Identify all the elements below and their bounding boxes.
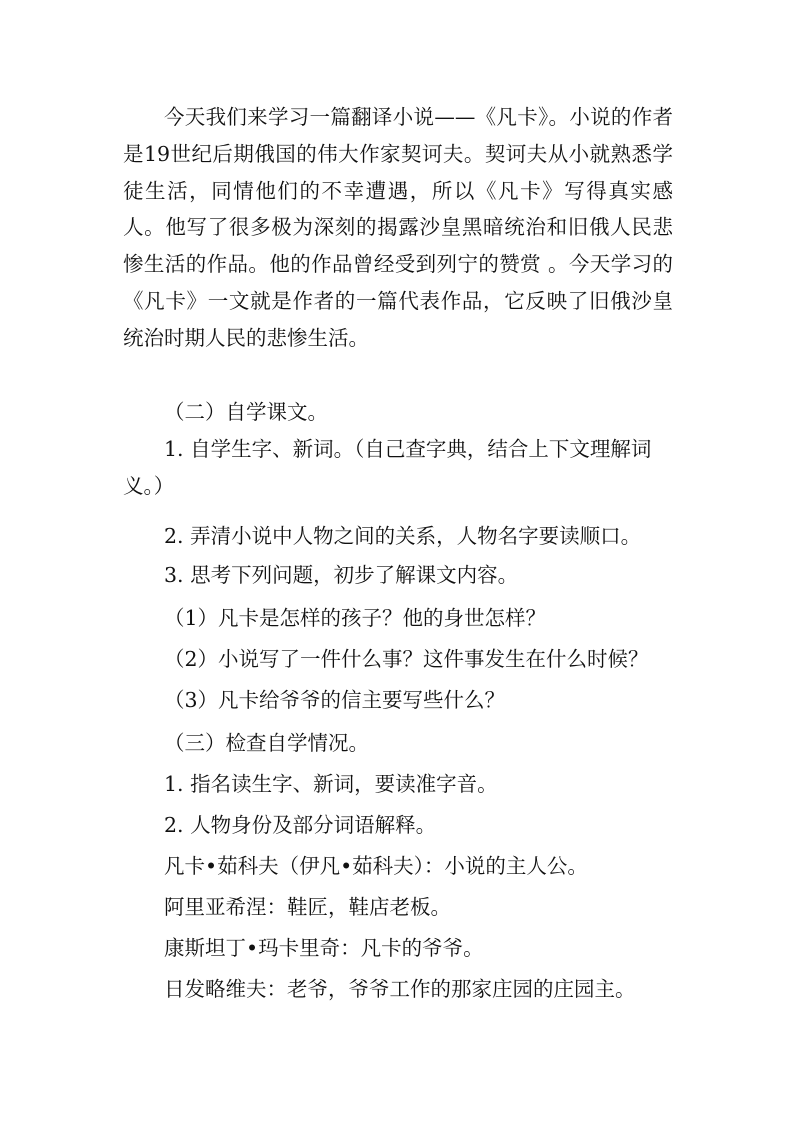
step-2: 2. 弄清小说中人物之间的关系，人物名字要读顺口。	[164, 524, 642, 548]
section-three-heading: （三）检查自学情况。	[164, 731, 369, 755]
question-2: （2）小说写了一件什么事？这件事发生在什么时候？	[164, 647, 649, 671]
question-1: （1）凡卡是怎样的孩子？他的身世怎样？	[164, 606, 547, 630]
check-2: 2. 人物身份及部分词语解释。	[164, 813, 437, 837]
section-two-heading: （二）自学课文。	[164, 400, 328, 424]
character-4: 日发略维夫：老爷，爷爷工作的那家庄园的庄园主。	[164, 977, 636, 1001]
character-1: 凡卡•茹科夫（伊凡•茹科夫）：小说的主人公。	[164, 854, 588, 878]
character-3: 康斯坦丁•玛卡里奇：凡卡的爷爷。	[164, 936, 484, 960]
character-2: 阿里亚希涅：鞋匠，鞋店老板。	[164, 895, 451, 919]
intro-paragraph: 今天我们来学习一篇翻译小说——《凡卡》。小说的作者是19世纪后期俄国的伟大作家契诃夫。契诃夫从小就熟悉学徒生活，同情他们的不幸遭遇，所以《凡卡》写得真实感人。他写了很多极为深刻的揭露沙皇黑暗统治和旧俄人民悲惨生活的作品。他的作品曾经受到列宁的赞赏 。今天学习的《凡卡》一文就是作者的一篇代表作品，它反映了旧俄沙皇统治时期人民的悲惨生活。	[123, 105, 673, 350]
step-3: 3. 思考下列问题，初步了解课文内容。	[164, 563, 519, 587]
step-1: 1. 自学生字、新词。（自己查字典，结合上下文理解词义。）	[123, 437, 652, 498]
question-3: （3）凡卡给爷爷的信主要写些什么？	[164, 688, 506, 712]
intro-section	[123, 99, 673, 357]
check-1: 1. 指名读生字、新词，要读准字音。	[164, 772, 498, 796]
